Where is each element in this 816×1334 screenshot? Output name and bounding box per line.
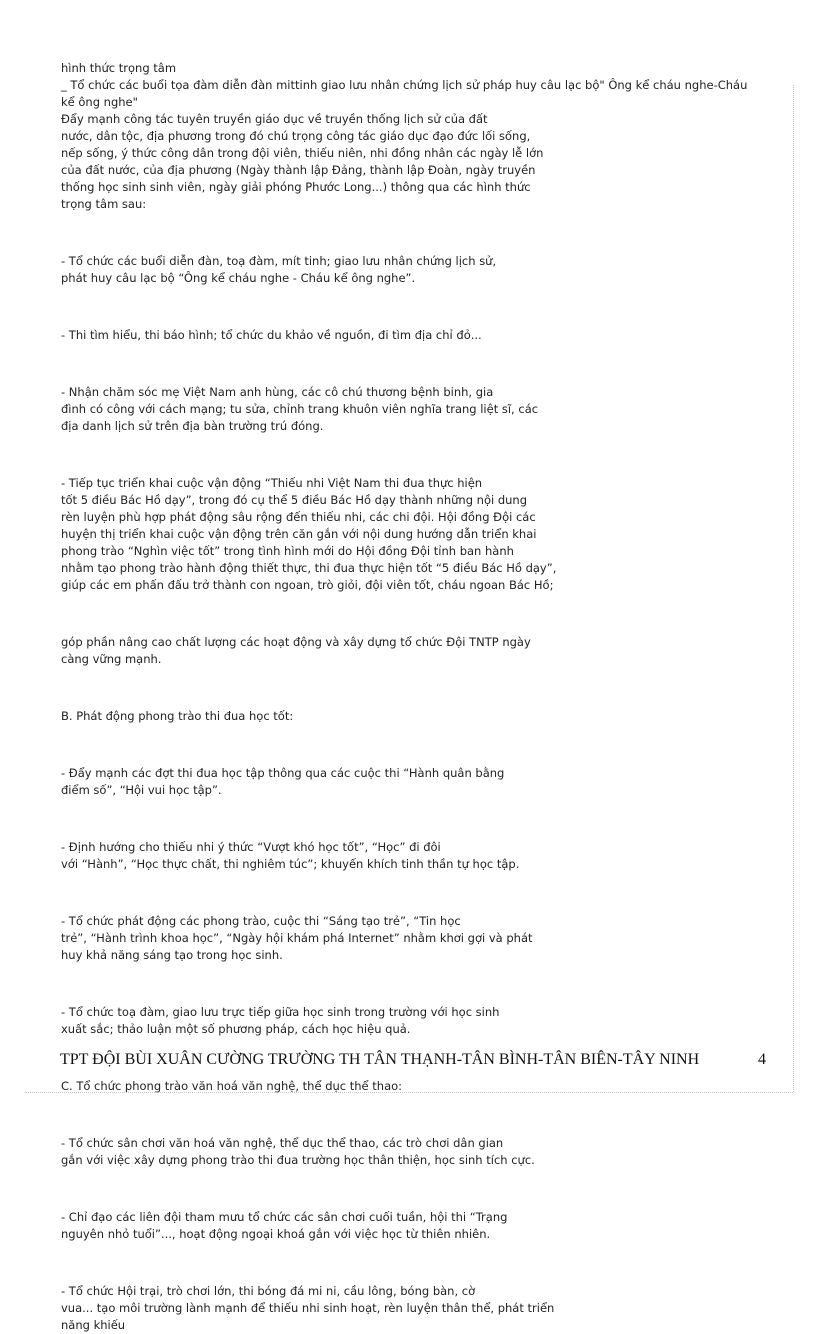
text-line: - Tổ chức Hội trại, trò chơi lớn, thi bóng đá mi ni, cầu lông, bóng bàn, cờ — [61, 1284, 476, 1298]
text-line: - Đẩy mạnh các đợt thi đua học tập thông qua các cuộc thi “Hành quân bằng — [61, 766, 505, 780]
text-line: xuất sắc; thảo luận một số phương pháp, cách học hiệu quả. — [61, 1022, 411, 1036]
blank-line — [61, 447, 781, 464]
blank-line — [61, 885, 781, 902]
blank-line — [61, 356, 781, 373]
blank-line — [61, 225, 781, 242]
blank-line — [61, 1107, 781, 1124]
text-line: nước, dân tộc, địa phương trong đó chú trọng công tác giáo dục đạo đức lối sống, — [61, 129, 531, 143]
text-line: nguyên nhỏ tuổi”..., hoạt động ngoại khoá gắn với việc học từ thiên nhiên. — [61, 1227, 491, 1241]
document-body — [61, 60, 781, 1334]
text-line: đình có công với cách mạng; tu sửa, chỉnh trang khuôn viên nghĩa trang liệt sĩ, các — [61, 402, 539, 416]
text-line: C. Tổ chức phong trào văn hoá văn nghệ, thể dục thể thao: — [61, 1079, 403, 1093]
text-line: của đất nước, của địa phương (Ngày thành lập Đảng, thành lập Đoàn, ngày truyền — [61, 163, 536, 177]
page-number: 4 — [758, 1051, 766, 1068]
text-line: nhằm tạo phong trào hành động thiết thực, thi đua thực hiện tốt “5 điều Bác Hồ dạy”, — [61, 561, 557, 575]
text-line: kể ông nghe" — [61, 95, 138, 109]
text-line: càng vững mạnh. — [61, 652, 162, 666]
text-line: thống học sinh sinh viên, ngày giải phóng Phước Long...) thông qua các hình thức — [61, 180, 531, 194]
text-line: - Tổ chức các buổi diễn đàn, toạ đàm, mít tinh; giao lưu nhân chứng lịch sử, — [61, 254, 497, 268]
text-line: huyện thị triển khai cuộc vận động trên căn gắn với nội dung hướng dẫn triển khai — [61, 527, 537, 541]
text-line: - Tổ chức toạ đàm, giao lưu trực tiếp giữa học sinh trong trường với học sinh — [61, 1005, 500, 1019]
page-footer-text: TPT ĐỘI BÙI XUÂN CƯỜNG TRƯỜNG TH TÂN THẠNH-TÂN BÌNH-TÂN BIÊN-TÂY NINH — [60, 1051, 700, 1068]
text-line: rèn luyện phù hợp phát động sâu rộng đến thiếu nhi, các chi đội. Hội đồng Đội các — [61, 510, 536, 524]
text-line: - Tổ chức sân chơi văn hoá văn nghệ, thể dục thể thao, các trò chơi dân gian — [61, 1136, 504, 1150]
text-line: B. Phát động phong trào thi đua học tốt: — [61, 709, 294, 723]
text-line: năng khiếu — [61, 1318, 126, 1332]
page-right-border — [793, 85, 794, 1092]
text-line: hình thức trọng tâm — [61, 61, 177, 75]
blank-line — [61, 976, 781, 993]
text-line: - Chỉ đạo các liên đội tham mưu tổ chức các sân chơi cuối tuần, hội thi “Trạng — [61, 1210, 508, 1224]
text-line: - Tiếp tục triển khai cuộc vận động “Thiếu nhi Việt Nam thi đua thực hiện — [61, 476, 483, 490]
text-line: trọng tâm sau: — [61, 197, 147, 211]
blank-line — [61, 811, 781, 828]
text-line: - Tổ chức phát động các phong trào, cuộc thi “Sáng tạo trẻ”, “Tin học — [61, 914, 461, 928]
blank-line — [61, 1255, 781, 1272]
text-line: phát huy câu lạc bộ “Ông kể cháu nghe - Cháu kể ông nghe”. — [61, 271, 416, 285]
text-line: Đẩy mạnh công tác tuyên truyền giáo dục về truyền thống lịch sử của đất — [61, 112, 488, 126]
text-line: huy khả năng sáng tạo trong học sinh. — [61, 948, 283, 962]
text-line: phong trào “Nghìn việc tốt” trong tình hình mới do Hội đồng Đội tỉnh ban hành — [61, 544, 514, 558]
blank-line — [61, 680, 781, 697]
text-line: điểm số”, “Hội vui học tập”. — [61, 783, 222, 797]
text-line: nếp sống, ý thức công dân trong đội viên, thiếu niên, nhi đồng nhân các ngày lễ lớn — [61, 146, 544, 160]
text-line: địa danh lịch sử trên địa bàn trường trú đóng. — [61, 419, 324, 433]
blank-line — [61, 299, 781, 316]
text-line: - Nhận chăm sóc mẹ Việt Nam anh hùng, các cô chú thương bệnh binh, gia — [61, 385, 494, 399]
text-line: _ Tổ chức các buổi tọa đàm diễn đàn mittinh giao lưu nhân chứng lịch sử pháp huy câu lạc bộ" Ông kể cháu nghe-Cháu — [61, 78, 748, 92]
text-line: trẻ”, “Hành trình khoa học”, “Ngày hội khám phá Internet” nhằm khơi gợi và phát — [61, 931, 533, 945]
text-line: tốt 5 điều Bác Hồ dạy”, trong đó cụ thể 5 điều Bác Hồ dạy thành những nội dung — [61, 493, 528, 507]
text-line: giúp các em phấn đấu trở thành con ngoan, trò giỏi, đội viên tốt, cháu ngoan Bác Hồ; — [61, 578, 554, 592]
page-bottom-border — [25, 1092, 793, 1093]
text-line: góp phần nâng cao chất lượng các hoạt động và xây dựng tổ chức Đội TNTP ngày — [61, 635, 531, 649]
text-line: gắn với việc xây dựng phong trào thi đua trường học thân thiện, học sinh tích cực. — [61, 1153, 535, 1167]
text-line: vua... tạo môi trường lành mạnh để thiếu nhi sinh hoạt, rèn luyện thân thể, phát triển — [61, 1301, 555, 1315]
text-line: với “Hành”, “Học thực chất, thi nghiêm túc”; khuyến khích tinh thần tự học tập. — [61, 857, 520, 871]
text-line: - Định hướng cho thiếu nhi ý thức “Vượt khó học tốt”, “Học” đi đôi — [61, 840, 441, 854]
blank-line — [61, 737, 781, 754]
text-line: - Thi tìm hiểu, thi báo hình; tổ chức du khảo về nguồn, đi tìm địa chỉ đỏ... — [61, 328, 482, 342]
blank-line — [61, 606, 781, 623]
blank-line — [61, 1181, 781, 1198]
